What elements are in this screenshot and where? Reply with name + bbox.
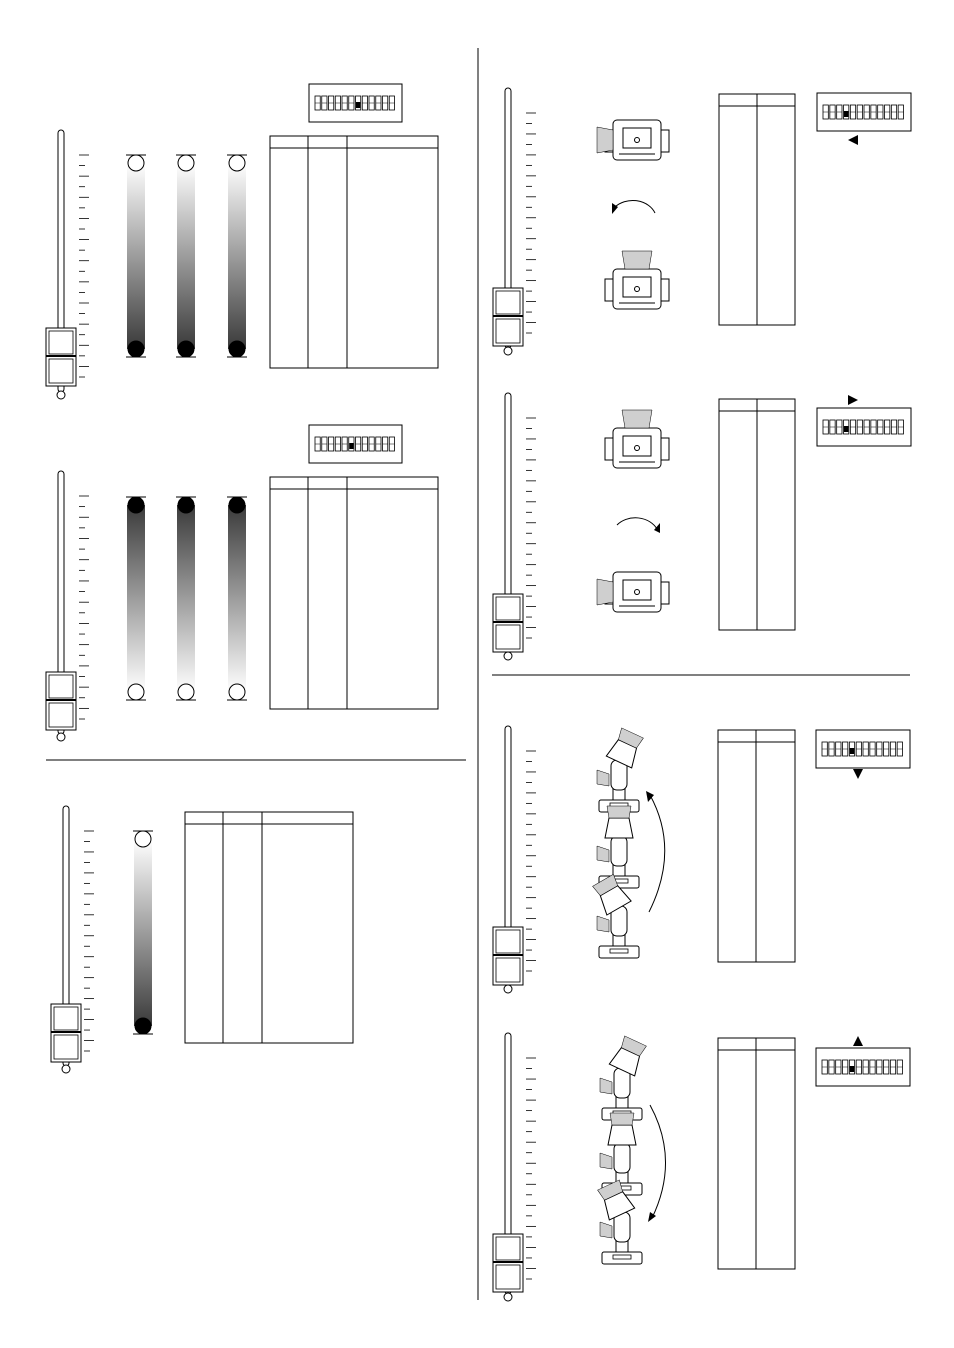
head-base: [602, 1252, 642, 1264]
light-beam: [597, 770, 609, 786]
gradient-ch1: [126, 155, 146, 357]
value-table-dimmer-up: [270, 136, 438, 368]
moving-head-top-icon: [605, 251, 669, 309]
gradient-bar: [177, 505, 195, 692]
gradient-bar: [127, 505, 145, 692]
head-lamp: [608, 1113, 636, 1145]
rotation-arrow-cw-icon: [617, 518, 657, 529]
light-beam: [607, 806, 631, 818]
value-table-dimmer-down: [270, 477, 438, 709]
moving-head-side-icon: [600, 1035, 648, 1120]
yoke-arm: [661, 130, 669, 152]
dip-switch-pan-cw: [817, 408, 911, 446]
dip-switch-on: [844, 111, 848, 117]
fader-dimmer-up: [46, 130, 89, 399]
light-beam: [622, 251, 652, 269]
value-table-tilt-up: [718, 730, 795, 962]
open-dot: [128, 684, 144, 700]
yoke-arm: [661, 279, 669, 301]
gradient-bar: [177, 163, 195, 349]
arrow-left-icon: [848, 135, 858, 145]
head-yoke: [614, 1143, 630, 1173]
value-table-single: [185, 812, 353, 1043]
moving-head-top-icon: [597, 120, 669, 160]
gradient-ch2: [176, 497, 196, 700]
filled-dot: [128, 497, 144, 513]
filled-dot: [135, 1018, 151, 1034]
light-beam: [597, 916, 609, 932]
light-beam: [600, 1222, 612, 1238]
arrow-up-icon: [853, 1036, 863, 1046]
filled-dot: [229, 341, 245, 357]
tilt-arrow-down-icon: [650, 1105, 666, 1218]
dip-switch-tilt-up: [816, 730, 910, 768]
dip-switch-on: [850, 748, 854, 754]
table-frame: [185, 812, 353, 1043]
fader-tilt-down: [493, 1033, 536, 1301]
light-beam: [597, 127, 613, 153]
open-dot: [135, 831, 151, 847]
light-beam: [600, 1153, 612, 1169]
yoke-arm: [661, 582, 669, 604]
dip-switch-dimmer-up: [309, 84, 402, 122]
gradient-single: [133, 831, 153, 1034]
fader-single: [51, 806, 94, 1073]
filled-dot: [128, 341, 144, 357]
open-dot: [229, 684, 245, 700]
gradient-bar: [228, 163, 246, 349]
head-lamp-body: [608, 1125, 636, 1145]
value-table-tilt-down: [718, 1038, 795, 1269]
rotation-arrow-ccw-icon: [615, 200, 655, 213]
yoke-arm: [661, 438, 669, 460]
dip-switch-dimmer-down: [309, 425, 402, 463]
dip-switch-tilt-down: [816, 1048, 910, 1086]
open-dot: [229, 155, 245, 171]
head-yoke: [611, 836, 627, 866]
head-base: [599, 946, 639, 958]
moving-head-top-icon: [605, 410, 669, 468]
light-beam: [597, 846, 609, 862]
gradient-bar: [127, 163, 145, 349]
gradient-ch2: [176, 155, 196, 357]
filled-dot: [229, 497, 245, 513]
yoke-arm: [605, 438, 613, 460]
moving-head-side-icon: [597, 727, 645, 812]
light-beam: [600, 1078, 612, 1094]
gradient-ch3: [227, 155, 247, 357]
open-dot: [178, 684, 194, 700]
filled-dot: [178, 341, 194, 357]
light-beam: [610, 1113, 634, 1125]
value-table-pan-ccw: [719, 94, 795, 325]
gradient-bar: [228, 505, 246, 692]
arrow-down-icon: [853, 769, 863, 779]
dip-switch-pan-ccw: [817, 93, 911, 131]
fader-foot: [504, 652, 512, 660]
dip-switch-on: [356, 102, 360, 108]
head-lamp: [605, 806, 633, 838]
fader-dimmer-down: [46, 471, 89, 741]
table-frame: [270, 136, 438, 368]
fader-foot: [504, 985, 512, 993]
fader-foot: [57, 733, 65, 741]
fader-pan-ccw: [493, 88, 536, 355]
gradient-bar: [134, 839, 152, 1026]
light-beam: [597, 579, 613, 605]
fader-foot: [504, 1293, 512, 1301]
tilt-arrow-up-icon: [649, 795, 665, 912]
value-table-pan-cw: [719, 399, 795, 630]
fader-pan-cw: [493, 393, 536, 660]
filled-dot: [178, 497, 194, 513]
gradient-ch3: [227, 497, 247, 700]
fader-foot: [504, 347, 512, 355]
fader-foot: [62, 1065, 70, 1073]
fader-tilt-up: [493, 726, 536, 993]
dip-switch-on: [844, 426, 848, 432]
moving-head-top-icon: [597, 572, 669, 612]
open-dot: [178, 155, 194, 171]
table-frame: [270, 477, 438, 709]
yoke-arm: [605, 279, 613, 301]
head-lamp-body: [605, 818, 633, 838]
open-dot: [128, 155, 144, 171]
moving-head-side-icon: [597, 806, 639, 888]
gradient-ch1: [126, 497, 146, 700]
dip-switch-on: [850, 1066, 854, 1072]
arrow-head: [648, 1212, 656, 1222]
fader-foot: [57, 391, 65, 399]
arrow-head: [654, 523, 660, 533]
dip-switch-on: [349, 443, 353, 449]
light-beam: [622, 410, 652, 428]
moving-head-side-icon: [600, 1113, 642, 1195]
arrow-right-icon: [848, 395, 858, 405]
